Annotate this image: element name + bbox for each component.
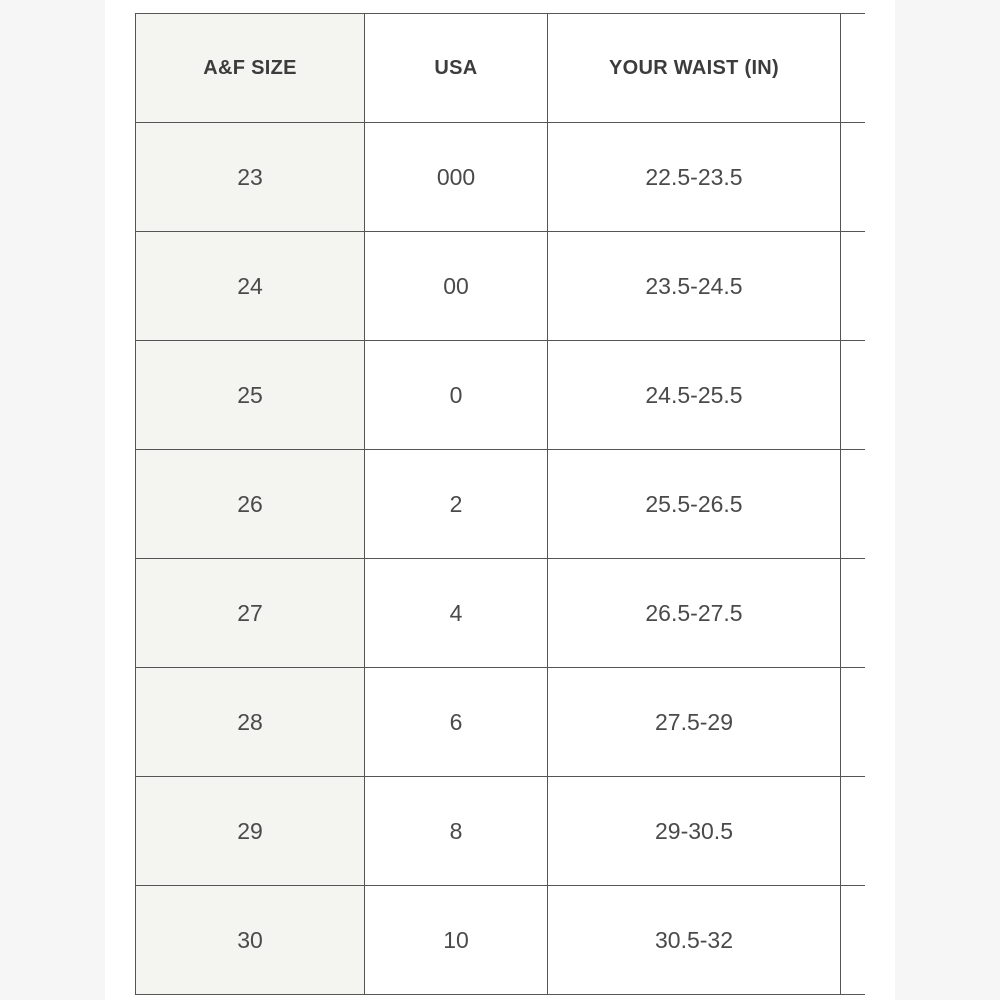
- table-row: [136, 559, 866, 668]
- cell-af-size: 29: [136, 777, 365, 886]
- size-chart-page: [105, 0, 895, 1000]
- header-cut-off: [841, 14, 866, 123]
- table-row: [136, 668, 866, 777]
- cell-af-size: 30: [136, 886, 365, 995]
- size-chart-table: [135, 13, 865, 995]
- cell-cut-off: [841, 123, 866, 232]
- cell-af-size: 24: [136, 232, 365, 341]
- cell-waist: 24.5-25.5: [548, 341, 841, 450]
- cell-usa: 000: [365, 123, 548, 232]
- cell-cut-off: [841, 777, 866, 886]
- cell-cut-off: [841, 341, 866, 450]
- cell-waist: 22.5-23.5: [548, 123, 841, 232]
- cell-waist: 30.5-32: [548, 886, 841, 995]
- cell-waist: 29-30.5: [548, 777, 841, 886]
- cell-usa: 0: [365, 341, 548, 450]
- cell-waist: 25.5-26.5: [548, 450, 841, 559]
- table-row: [136, 341, 866, 450]
- cell-cut-off: [841, 232, 866, 341]
- cell-usa: 6: [365, 668, 548, 777]
- cell-usa: 2: [365, 450, 548, 559]
- header-usa: USA: [365, 14, 548, 123]
- cell-af-size: 27: [136, 559, 365, 668]
- table-row: [136, 777, 866, 886]
- cell-usa: 8: [365, 777, 548, 886]
- header-waist: YOUR WAIST (IN): [548, 14, 841, 123]
- table-row: [136, 886, 866, 995]
- cell-waist: 26.5-27.5: [548, 559, 841, 668]
- table-row: [136, 123, 866, 232]
- cell-usa: 00: [365, 232, 548, 341]
- cell-af-size: 25: [136, 341, 365, 450]
- cell-waist: 23.5-24.5: [548, 232, 841, 341]
- cell-cut-off: [841, 668, 866, 777]
- cell-cut-off: [841, 559, 866, 668]
- cell-usa: 10: [365, 886, 548, 995]
- cell-waist: 27.5-29: [548, 668, 841, 777]
- header-af-size: A&F SIZE: [136, 14, 365, 123]
- table-row: [136, 450, 866, 559]
- table-row: [136, 232, 866, 341]
- cell-af-size: 28: [136, 668, 365, 777]
- cell-usa: 4: [365, 559, 548, 668]
- cell-cut-off: [841, 886, 866, 995]
- cell-cut-off: [841, 450, 866, 559]
- cell-af-size: 23: [136, 123, 365, 232]
- cell-af-size: 26: [136, 450, 365, 559]
- table-header-row: [136, 14, 866, 123]
